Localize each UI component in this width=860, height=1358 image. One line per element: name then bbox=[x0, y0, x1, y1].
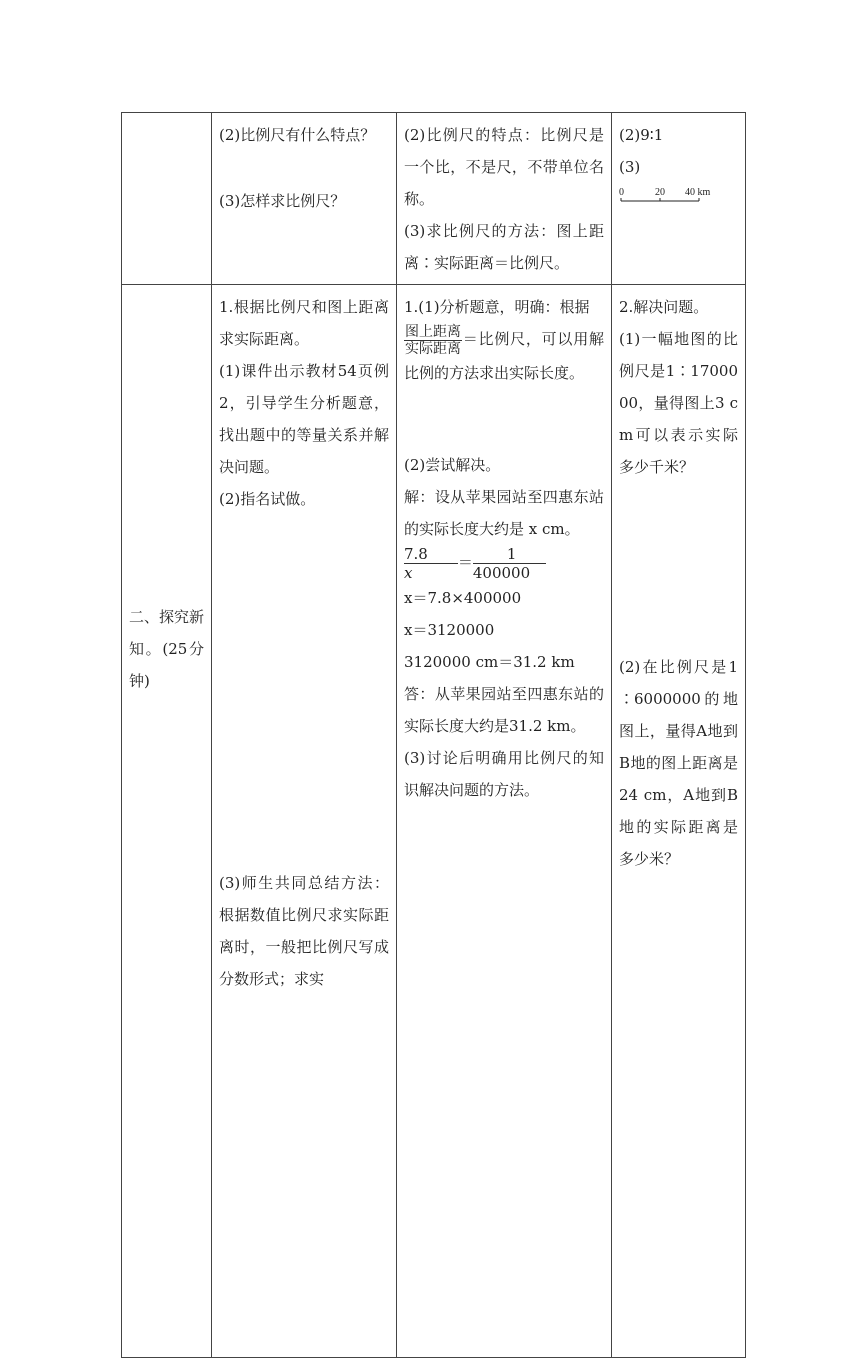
student-activity-cell bbox=[397, 113, 612, 285]
solution-line: 3120000 cm＝31.2 km bbox=[404, 652, 575, 671]
process-2: (1)课件出示教材54页例2，引导学生分析题意，找出题中的等量关系并解决问题。 bbox=[219, 362, 389, 476]
answer-2: (2)比例尺的特点：比例尺是一个比，不是尺，不带单位名称。 bbox=[404, 126, 604, 208]
student-activity-cell bbox=[397, 285, 612, 1358]
solution-setup: 解：设从苹果园站至四惠东站的实际长度大约是 x cm。 bbox=[404, 487, 604, 538]
ratio-fraction bbox=[404, 324, 462, 357]
fraction-denominator: 实际距离 bbox=[405, 340, 461, 357]
teacher-activity-cell bbox=[212, 285, 397, 1358]
solution-line: x＝3120000 bbox=[404, 620, 495, 639]
line-scale-figure bbox=[619, 185, 729, 211]
practice-heading: 2.解决问题。 bbox=[619, 298, 709, 316]
equation-left-denominator: x bbox=[404, 563, 413, 582]
proportion-equation bbox=[404, 545, 604, 582]
question-2: (2)比例尺有什么特点？ bbox=[219, 126, 376, 144]
stage-label: 二、探究新知。(25分钟) bbox=[129, 608, 205, 690]
stage-cell bbox=[122, 113, 212, 285]
stage-cell bbox=[122, 285, 212, 1358]
equation-equals: ＝ bbox=[457, 553, 473, 571]
student-analysis bbox=[404, 291, 604, 389]
answer-3: (3)求比例尺的方法：图上距离∶实际距离＝比例尺。 bbox=[404, 222, 604, 272]
process-1: 1.根据比例尺和图上距离求实际距离。 bbox=[219, 298, 389, 348]
scale-label-40: 40 km bbox=[685, 187, 711, 198]
solution-answer: 答：从苹果园站至四惠东站的实际长度大约是31.2 km。 bbox=[404, 684, 604, 735]
attempt-heading: (2)尝试解决。 bbox=[404, 455, 501, 474]
process-4: (3)师生共同总结方法：根据数值比例尺求实际距离时，一般把比例尺写成分数形式；求实 bbox=[219, 874, 389, 988]
equation-right-fraction bbox=[473, 545, 547, 582]
solution-line: x＝7.8×400000 bbox=[404, 588, 522, 607]
table-row bbox=[122, 113, 746, 285]
equation-right-denominator: 400000 bbox=[472, 563, 531, 582]
scale-label-20: 20 bbox=[655, 187, 665, 198]
discussion-note: (3)讨论后明确用比例尺的知识解决问题的方法。 bbox=[404, 748, 604, 799]
question-3: (3)怎样求比例尺？ bbox=[219, 192, 346, 210]
practice-answer-3: (3) bbox=[619, 158, 641, 176]
teacher-activity-cell bbox=[212, 113, 397, 285]
equation-left-numerator: 7.8 bbox=[404, 545, 458, 564]
student-analysis-rest: ＝比例尺，可以用解比例的方法求出实际长度。 bbox=[404, 330, 604, 382]
equation-right-numerator: 1 bbox=[473, 545, 547, 564]
practice-problem-2: (2)在比例尺是1∶6000000的地图上，量得A地到B地的图上距离是24 cm，A地到B地的实际距离是多少米？ bbox=[619, 658, 738, 868]
table-row bbox=[122, 285, 746, 1358]
practice-answer-2: (2)9∶1 bbox=[619, 126, 664, 144]
fraction-numerator: 图上距离 bbox=[405, 323, 461, 340]
practice-cell bbox=[612, 285, 746, 1358]
practice-problem-1: (1)一幅地图的比例尺是1∶1700000，量得图上3 cm可以表示实际多少千米？ bbox=[619, 330, 738, 476]
scale-label-0: 0 bbox=[619, 187, 624, 198]
equation-left-fraction bbox=[404, 545, 458, 582]
student-analysis-text: 1.(1)分析题意，明确：根据 bbox=[404, 298, 590, 316]
process-3: (2)指名试做。 bbox=[219, 490, 316, 508]
lesson-table bbox=[121, 112, 746, 1358]
practice-cell bbox=[612, 113, 746, 285]
